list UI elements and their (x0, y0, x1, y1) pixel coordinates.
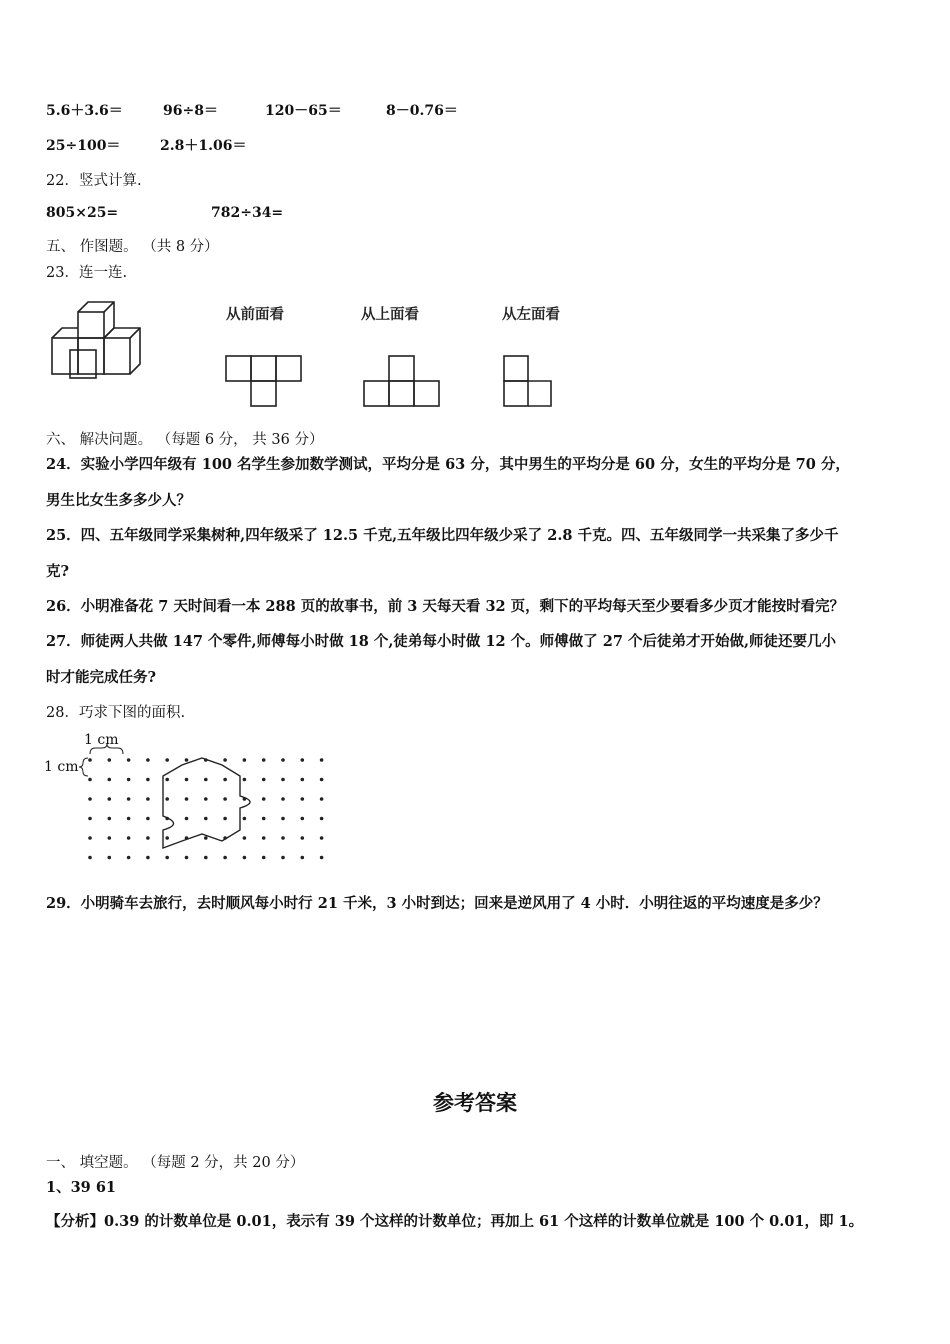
question-27: 27．师徒两人共做 147 个零件,师傅每小时做 18 个,徒弟每小时做 12 个。师傅做了 27 个后徒弟才开始做,师徒还要几小 (46, 633, 837, 650)
calc-item: 782÷34= (211, 205, 284, 221)
grid-dot (243, 856, 247, 860)
question-28: 28．巧求下图的面积. (46, 705, 186, 721)
grid-dot (204, 797, 208, 801)
calc-item: 96÷8＝ (163, 103, 218, 119)
dot-grid-figure (80, 748, 330, 868)
unit-label-left: 1 cm (44, 759, 79, 775)
grid-dot (243, 778, 247, 782)
grid-dot (223, 797, 227, 801)
question-24: 24．实验小学四年级有 100 名学生参加数学测试，平均分是 63 分，其中男生的平均分是 60 分，女生的平均分是 70 分， (46, 456, 850, 473)
grid-dot (108, 778, 112, 782)
question-25-cont: 克? (46, 563, 69, 580)
top-view-figure (363, 355, 443, 407)
grid-dot (88, 856, 92, 860)
answer-section-heading: 一、 填空题。 （每题 2 分，共 20 分） (46, 1155, 305, 1171)
question-27-cont: 时才能完成任务? (46, 669, 156, 686)
question-25: 25．四、五年级同学采集树种,四年级采了 12.5 千克,五年级比四年级少采了 2.8 千克。四、五年级同学一共采集了多少千 (46, 527, 839, 544)
grid-dot (281, 797, 285, 801)
grid-dot (146, 758, 150, 762)
grid-dot (301, 778, 305, 782)
grid-dot (320, 836, 324, 840)
grid-dot (165, 856, 169, 860)
grid-dot (146, 856, 150, 860)
grid-dot (88, 817, 92, 821)
grid-dot (165, 778, 169, 782)
grid-dot (88, 836, 92, 840)
calc-item: 120－65＝ (265, 103, 342, 119)
grid-dot (185, 856, 189, 860)
answer-1: 1、39 61 (46, 1179, 116, 1196)
grid-dot (88, 778, 92, 782)
section-heading-5: 五、 作图题。 （共 8 分） (46, 239, 219, 255)
grid-dot (204, 836, 208, 840)
grid-dot (320, 856, 324, 860)
grid-dot (320, 778, 324, 782)
grid-dot (320, 758, 324, 762)
grid-dot (127, 856, 131, 860)
grid-dot (127, 836, 131, 840)
grid-dot (301, 836, 305, 840)
grid-dot (223, 778, 227, 782)
calc-item: 8－0.76＝ (386, 103, 458, 119)
grid-dot (108, 797, 112, 801)
grid-dot (223, 817, 227, 821)
grid-dot (146, 797, 150, 801)
calc-item: 2.8＋1.06＝ (160, 138, 247, 154)
grid-dot (165, 797, 169, 801)
question-23: 23．连一连. (46, 265, 128, 281)
grid-dot (262, 856, 266, 860)
grid-dot (281, 856, 285, 860)
question-26: 26．小明准备花 7 天时间看一本 288 页的故事书，前 3 天每天看 32 页，剩下的平均每天至少要看多少页才能按时看完？ (46, 598, 845, 615)
grid-dot (127, 778, 131, 782)
grid-dot (165, 758, 169, 762)
grid-dot (204, 817, 208, 821)
grid-dot (262, 797, 266, 801)
question-22: 22．竖式计算. (46, 173, 142, 189)
grid-dot (262, 836, 266, 840)
grid-dot (127, 758, 131, 762)
section-heading-6: 六、 解决问题。 （每题 6 分， 共 36 分） (46, 432, 324, 448)
grid-dot (146, 817, 150, 821)
grid-dot (223, 856, 227, 860)
calc-item: 5.6＋3.6＝ (46, 103, 123, 119)
grid-dot (165, 836, 169, 840)
grid-dot (262, 758, 266, 762)
grid-dot (108, 817, 112, 821)
unit-label-top: 1 cm (84, 732, 119, 748)
grid-dot (127, 817, 131, 821)
grid-dot (127, 797, 131, 801)
grid-dot (223, 758, 227, 762)
grid-dot (281, 778, 285, 782)
question-24-cont: 男生比女生多多少人？ (46, 492, 191, 509)
grid-dot (146, 778, 150, 782)
grid-dot (243, 758, 247, 762)
grid-dot (301, 758, 305, 762)
grid-dot (243, 817, 247, 821)
grid-dot (281, 758, 285, 762)
grid-dot (301, 856, 305, 860)
answer-1-analysis: 【分析】0.39 的计数单位是 0.01，表示有 39 个这样的计数单位；再加上 61 个这样的计数单位就是 100 个 0.01，即 1。 (46, 1213, 864, 1230)
front-view-figure (225, 355, 305, 407)
grid-dot (262, 778, 266, 782)
grid-dot (204, 856, 208, 860)
cube-figure (44, 298, 154, 388)
grid-dot (281, 817, 285, 821)
grid-dot (185, 778, 189, 782)
grid-dot (185, 758, 189, 762)
grid-dot (185, 797, 189, 801)
grid-dot (204, 778, 208, 782)
view-label-left: 从左面看 (502, 306, 560, 323)
question-29: 29．小明骑车去旅行，去时顺风每小时行 21 千米，3 小时到达；回来是逆风用了 4 小时．小明往返的平均速度是多少？ (46, 895, 828, 912)
grid-dot (243, 836, 247, 840)
grid-dot (281, 836, 285, 840)
left-view-figure (503, 355, 559, 407)
grid-dot (108, 836, 112, 840)
calc-item: 805×25= (46, 205, 119, 221)
grid-dot (301, 797, 305, 801)
grid-dot (88, 797, 92, 801)
grid-dot (320, 797, 324, 801)
calc-item: 25÷100＝ (46, 138, 121, 154)
grid-dot (185, 817, 189, 821)
grid-dot (88, 758, 92, 762)
grid-dot (146, 836, 150, 840)
grid-dot (108, 758, 112, 762)
grid-dot (301, 817, 305, 821)
grid-dot (320, 817, 324, 821)
view-label-top: 从上面看 (361, 306, 419, 323)
grid-dot (108, 856, 112, 860)
grid-dot (262, 817, 266, 821)
view-label-front: 从前面看 (226, 306, 284, 323)
answer-title: 参考答案 (433, 1090, 517, 1115)
